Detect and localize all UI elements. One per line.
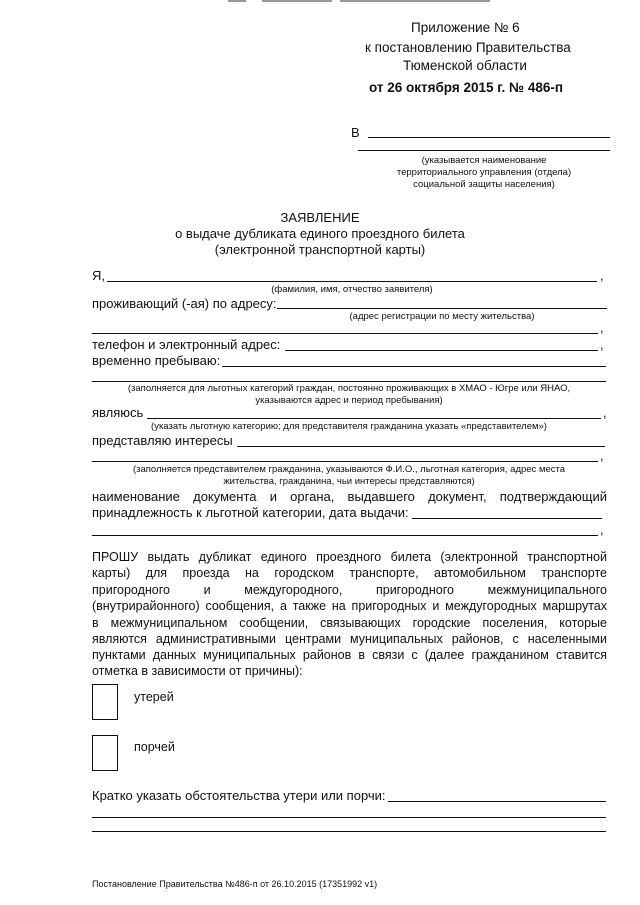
category-hint: (указать льготную категорию; для представителя гражданина указать «представителем»): [151, 421, 547, 432]
circumstances-label: Кратко указать обстоятельства утери или порчи:: [92, 788, 386, 803]
applicant-label: Я,: [92, 268, 105, 283]
loss-checkbox[interactable]: [92, 684, 118, 720]
damage-label: порчей: [134, 740, 175, 754]
loss-label: утерей: [134, 690, 174, 704]
category-label: являюсь: [92, 405, 144, 420]
request-line: являются административными центрами муниципальных районов, с населенными: [92, 632, 607, 646]
represent-field[interactable]: [237, 446, 605, 447]
resolution-date: от 26 октября 2015 г. № 486-п: [368, 80, 564, 95]
recipient-hint: (указывается наименование: [421, 155, 547, 166]
recipient-hint: территориального управления (отдела): [396, 167, 572, 178]
appendix-number: Приложение № 6: [411, 20, 520, 35]
footer-reference: Постановление Правительства №486-п от 26.10.2015 (17351992 v1): [92, 879, 378, 889]
comma: ,: [600, 337, 604, 352]
circumstances-field-3[interactable]: [92, 831, 606, 832]
recipient-field-2[interactable]: [358, 150, 610, 151]
scan-artifact: [262, 0, 332, 2]
document-subtitle: (электронной транспортной карты): [214, 242, 426, 257]
recipient-hint: социальной защиты населения): [413, 179, 555, 190]
recipient-field[interactable]: [368, 137, 610, 138]
request-line: пригородного и междугородного, пригородного межмуниципального: [92, 582, 607, 597]
scan-artifact: [340, 0, 490, 2]
document-info-label: наименование документа и органа, выдавшего документ, подтверждающий: [92, 489, 607, 504]
comma: ,: [603, 405, 607, 420]
request-line: (внутрирайонного) сообщения, а также на пригородных и междугородных маршрутах: [92, 599, 607, 614]
request-line: карты) для проезда на городском транспорте, автомобильном транспорте: [92, 566, 607, 581]
category-field[interactable]: [147, 418, 601, 419]
request-line: в межмуниципальном сообщении, связывающих городские поселения, которые: [92, 615, 607, 630]
address-hint: (адрес регистрации по месту жительства): [349, 311, 535, 322]
temporary-stay-field[interactable]: [222, 366, 606, 367]
address-label: проживающий (-ая) по адресу:: [92, 296, 277, 311]
temporary-stay-label: временно пребываю:: [92, 353, 221, 368]
comma: ,: [600, 268, 604, 283]
address-field-2[interactable]: [92, 333, 598, 334]
represent-field-2[interactable]: [92, 461, 598, 462]
circumstances-field-2[interactable]: [92, 817, 606, 818]
document-subtitle: о выдаче дубликата единого проездного билета: [175, 226, 465, 241]
comma: ,: [600, 448, 604, 463]
comma: ,: [600, 320, 604, 335]
scan-artifact: [228, 0, 246, 2]
document-info-field-2[interactable]: [92, 535, 598, 536]
phone-email-label: телефон и электронный адрес:: [92, 337, 281, 352]
request-line: пунктами данных муниципальных районов в связи с (далее гражданином ставится: [92, 648, 607, 663]
document-info-label-2: принадлежность к льготной категории, дата выдачи:: [92, 505, 409, 520]
phone-email-field[interactable]: [285, 350, 598, 351]
request-line: отметка в зависимости от причины):: [92, 664, 303, 678]
damage-checkbox[interactable]: [92, 735, 118, 771]
circumstances-field[interactable]: [388, 801, 606, 802]
recipient-prefix: В: [351, 125, 360, 140]
represent-hint: (заполняется представителем гражданина, указываются Ф.И.О., льготная категория, адрес места: [132, 464, 566, 475]
address-field[interactable]: [277, 308, 607, 309]
applicant-name-field[interactable]: [107, 281, 597, 282]
region-line: Тюменской области: [403, 58, 527, 73]
temporary-stay-hint: указываются адрес и период пребывания): [255, 395, 443, 406]
document-info-field[interactable]: [412, 518, 602, 519]
resolution-line: к постановлению Правительства: [365, 40, 571, 55]
represent-hint: жительства, гражданина, чьи интересы представляются): [223, 476, 475, 487]
comma: ,: [600, 522, 604, 537]
temporary-stay-hint: (заполняется для льготных категорий граждан, постоянно проживающих в ХМАО - Югре или ЯНАО,: [127, 383, 571, 394]
applicant-name-hint: (фамилия, имя, отчество заявителя): [271, 284, 433, 295]
represent-label: представляю интересы: [92, 433, 233, 448]
request-line: ПРОШУ выдать дубликат единого проездного билета (электронной транспортной: [92, 550, 607, 564]
document-title: ЗАЯВЛЕНИЕ: [280, 210, 360, 225]
temporary-stay-field-2[interactable]: [92, 381, 606, 382]
